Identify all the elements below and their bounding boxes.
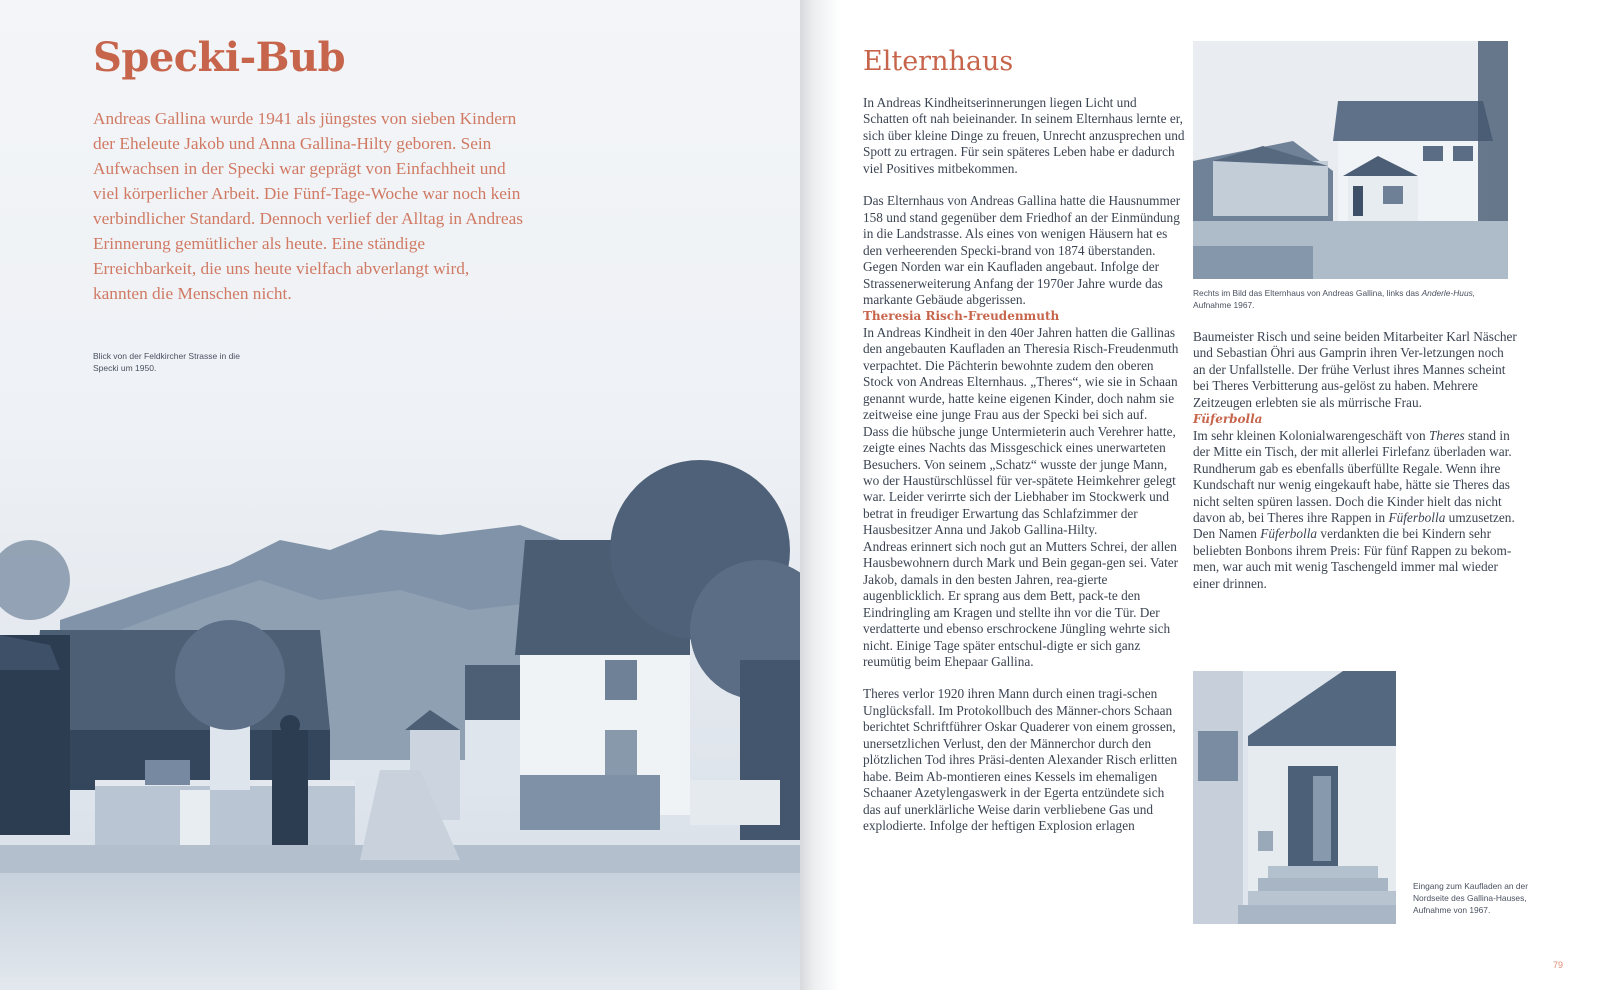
fountain-basin [95, 780, 355, 850]
paragraph: Baumeister Risch und seine beiden Mitarbeiter Karl Näscher und Sebastian Öhri aus Gamprin ihren Ver-letzungen noch an der Unfallstelle. Der frühe Verlust ihres Mannes scheint bei Theres Verbitterung aus-gelöst zu haben. Mehrere Zeitzeugen erlebten sie als mürrische Frau. [1193, 329, 1517, 410]
paragraph: In Andreas Kindheitserinnerungen liegen Licht und Schatten oft nah beieinander. In seinem Elternhaus lernte er, sich über kleine Dinge zu freuen, Unrecht anzusprechen und Spott zu ertragen. Für sein späteres Leben habe er dadurch viel Positives mitbekommen. [863, 95, 1185, 176]
caption-italic-name: Anderle-Huus, [1421, 288, 1476, 298]
elternhaus-photo [1193, 41, 1508, 279]
elternhaus-roof [1333, 101, 1493, 141]
paragraph: Das Elternhaus von Andreas Gallina hatte die Hausnummer 158 und stand gegenüber dem Friedhof an der Einmündung in die Landstrasse. Als eines von wenigen Häusern hat es den verheerenden Specki-brand von 1874 überstanden. Gegen Norden war ein Kaufladen angebaut. Infolge der Strassenerweiterung Anfang der 1970er Jahre wurde das markante Gebäude abgerissen. [863, 193, 1181, 307]
text-column-1 [863, 95, 1185, 834]
intro-paragraph: Andreas Gallina wurde 1941 als jüngstes von sieben Kindern der Eheleute Jakob und Anna Gallina-Hilty geboren. Sein Aufwachsen in der Specki war geprägt von Einfachheit und viel körperlicher Arbeit. Die Fünf-Tage-Woche war noch kein verbindlicher Standard. Dennoch verlief der Alltag in Andreas Erinnerung gemütlicher als heute. Eine ständige Erreichbarkeit, die uns heute vielfach abverlangt wird, kannten die Menschen nicht. [93, 109, 523, 303]
shop-entrance-photo [1193, 671, 1396, 924]
paragraph: Theres verlor 1920 ihren Mann durch einen tragi-schen Unglücksfall. Im Protokollbuch des Männer-chors Schaan berichtet Schriftführer Oskar Quaderer von einem grossen, unersetzlichen Verlust, den der Männerchor durch den plötzlichen Tod ihres Präsi-denten Alexander Risch erlitten habe. Beim Ab-montieren eines Kessels im ehemaligen Schaaner Azetylengaswerk in der Egerta entzündete sich das auf unerklärliche Weise darin verbliebene Gas und explodierte. Infolge der heftigen Explosion erlagen [863, 686, 1178, 834]
section-title: Elternhaus [863, 46, 1014, 77]
subheading-theresia: Theresia Risch-Freudenmuth [863, 309, 1060, 324]
text-column-2 [1193, 329, 1518, 592]
elternhaus-photo-caption [1193, 287, 1523, 311]
main-photo-caption: Blick von der Feldkircher Strasse in die Specki um 1950. [93, 351, 240, 373]
paragraph: Dass die hübsche junge Untermieterin auch Verehrer hatte, zeigte eines Nachts das Missgeschick eines unerwarteten Besuchers. Von seinem „Schatz“ wusste der junge Mann, wo der Haustürschlüssel für ver-spätete Heimkehrer gelegt war. Leider verirrte sich der Liebhaber im Stockwerk und betrat in freudiger Erwartung das Schlafzimmer der Hausbesitzer Anna und Jakob Gallina-Hilty. [863, 423, 1176, 538]
text-italic: Füferbolla [1388, 509, 1446, 525]
caption-text: Rechts im Bild das Elternhaus von Andreas Gallina, links das [1193, 288, 1422, 298]
paragraph: In Andreas Kindheit in den 40er Jahren hatten die Gallinas den angebauten Kaufladen an Theresia Risch-Freudenmuth verpachtet. Die Pächterin bewohnte zudem den oberen Stock von Andreas Elternhaus. „Theres“, wie sie in Schaan genannt wurde, hatte keine eigenen Kinder, doch nahm sie zeitweise eine junge Frau aus der Specki bei sich auf. [863, 324, 1179, 423]
street-scene-photo [0, 430, 800, 990]
text-run: stand in der Mitte ein Tisch, der mit allerlei Firlefanz überladen war. Rundherum gab es ebenfalls überfüllte Regale. Wenn ihre Kundschaft nur wenig eingekauft habe, hätte sie Theres das nicht selten spüren lassen. Doch die Kinder hielt das nicht davon ab, bei Theres ihre Rappen in [1193, 427, 1512, 525]
shop-entrance-caption: Eingang zum Kaufladen an der Nordseite des Gallina-Hauses, Aufnahme von 1967. [1413, 881, 1529, 915]
right-page [800, 0, 1600, 990]
text-run: verdankten die bei Kindern sehr beliebten Bonbons ihrem Preis: Für fünf Rappen zu bekom-men, war auch mit wenig Taschengeld immer mal wieder einer drinnen. [1193, 526, 1512, 591]
caption-date: Aufnahme 1967. [1193, 300, 1255, 310]
fountain-flowers [175, 620, 285, 730]
page-number: 79 [1553, 960, 1564, 970]
text-italic: Füferbolla [1260, 526, 1318, 542]
road [0, 870, 800, 990]
subheading-fueferbolla: Füferbolla [1193, 412, 1263, 427]
text-italic: Theres [1428, 427, 1465, 443]
paragraph: Andreas erinnert sich noch gut an Mutters Schrei, der allen Hausbewohnern durch Mark und Bein gegan-gen sei. Vater Jakob, damals in den besten Jahren, rea-gierte augenblicklich. Er sprang aus dem Bett, pack-te den Eindringling am Kragen und stellte ihn vor die Tür. Der verdatterte und ebenso erschrockene Jüngling wehrte sich nicht. Einige Tage später entschul-digte er sich ganz reumütig beim Ehepaar Gallina. [863, 538, 1179, 669]
chapter-title: Specki-Bub [93, 34, 346, 81]
paragraph [1193, 428, 1518, 593]
text-run: umzusetzen. Den Namen [1193, 509, 1515, 542]
text-run: Im sehr kleinen Kolonialwarengeschäft von [1193, 427, 1429, 443]
